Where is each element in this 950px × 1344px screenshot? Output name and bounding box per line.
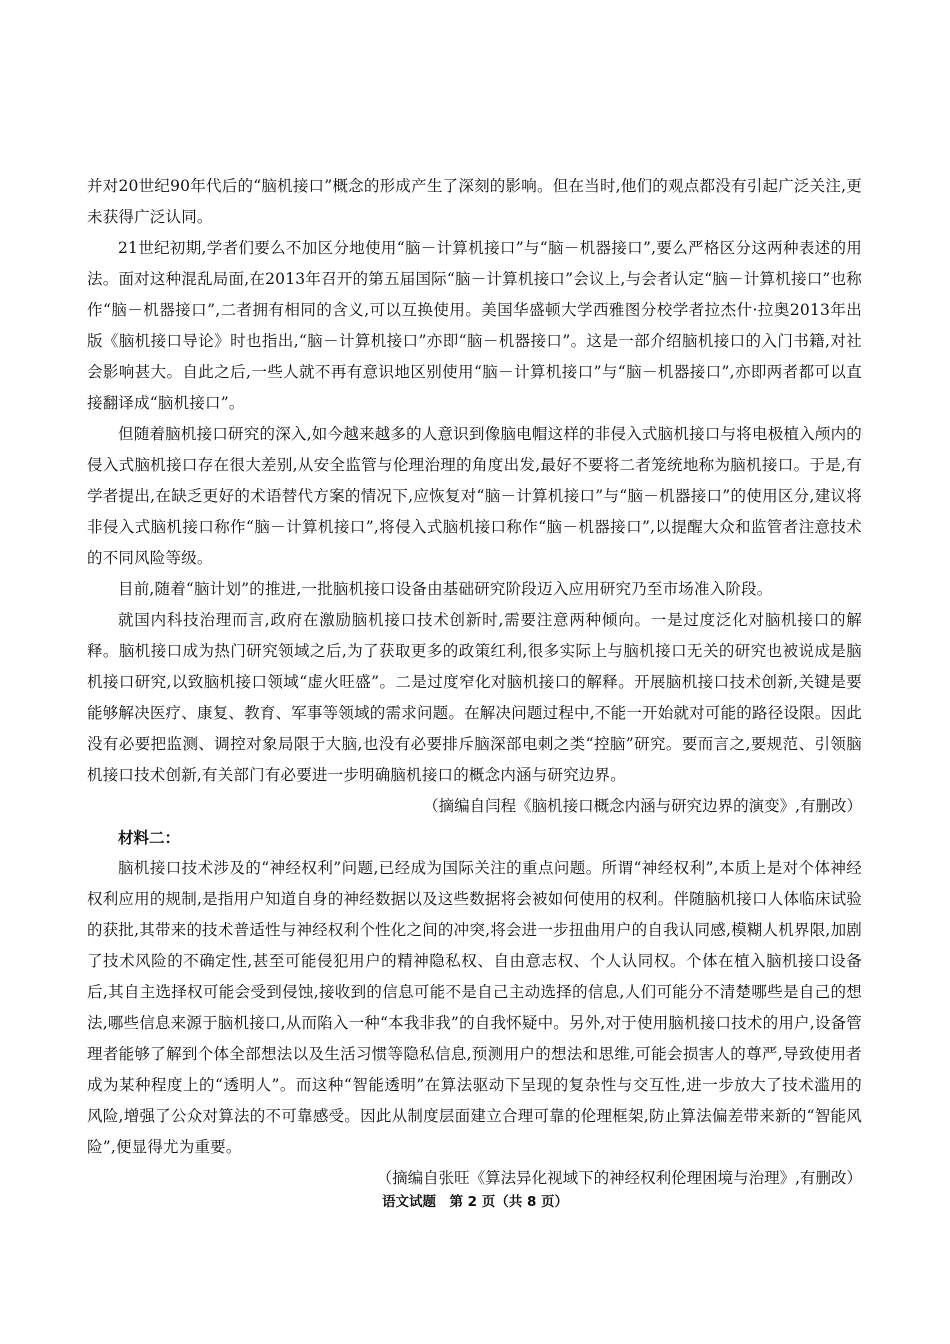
- document-body: [87, 171, 862, 1194]
- paragraph-neuro-rights: 脑机接口技术涉及的“神经权利”问题,已经成为国际关注的重点问题。所谓“神经权利”,本质上是对个体神经权利应用的规制,是指用户知道自身的神经数据以及这些数据将会被如何使用的权利。伴随脑机接口人体临床试验的获批,其带来的技术普适性与神经权利个性化之间的冲突,将会进一步扭曲用户的自我认同感,模糊人机界限,加剧了技术风险的不确定性,甚至可能侵犯用户的精神隐私权、自由意志权、个人认同权。个体在植入脑机接口设备后,其自主选择权可能会受到侵蚀,接收到的信息可能不是自己主动选择的信息,人们可能分不清楚哪些是自己的想法,哪些信息来源于脑机接口,从而陷入一种“本我非我”的自我怀疑中。另外,对于使用脑机接口技术的用户,设备管理者能够了解到个体全部想法以及生活习惯等隐私信息,预测用户的想法和思维,可能会损害人的尊严,导致使用者成为某种程度上的“透明人”。而这种“智能透明”在算法驱动下呈现的复杂性与交互性,进一步放大了技术滥用的风险,增强了公众对算法的不可靠感受。因此从制度层面建立合理可靠的伦理框架,防止算法偏差带来新的“智能风险”,便显得尤为重要。: [87, 859, 862, 1156]
- source-citation-2: （摘编自张旺《算法异化视域下的神经权利伦理困境与治理》,有删改）: [376, 1169, 862, 1187]
- material-2-heading: 材料二：: [118, 828, 181, 847]
- paragraph-continued: 并对20世纪90年代后的“脑机接口”概念的形成产生了深刻的影响。但在当时,他们的观点都没有引起广泛关注,更未获得广泛认同。: [87, 177, 862, 226]
- page-footer: 语文试题 第 2 页（共 8 页）: [381, 1194, 569, 1210]
- paragraph-governance: 就国内科技治理而言,政府在激励脑机接口技术创新时,需要注意两种倾向。一是过度泛化对脑机接口的解释。脑机接口成为热门研究领域之后,为了获取更多的政策红利,很多实际上与脑机接口无关的研究也被说成是脑机接口研究,以致脑机接口领域“虚火旺盛”。二是过度窄化对脑机接口的解释。开展脑机接口技术创新,关键是要能够解决医疗、康复、教育、军事等领域的需求问题。在解决问题过程中,不能一开始就对可能的路径设限。因此没有必要把监测、调控对象局限于大脑,也没有必要排斥脑深部电刺之类“控脑”研究。要而言之,要规范、引领脑机接口技术创新,有关部门有必要进一步明确脑机接口的概念内涵与研究边界。: [87, 611, 862, 784]
- source-citation-1: （摘编自闫程《脑机接口概念内涵与研究边界的演变》,有删改）: [423, 797, 862, 815]
- paragraph-invasive-distinction: 但随着脑机接口研究的深入,如今越来越多的人意识到像脑电帽这样的非侵入式脑机接口与将电极植入颅内的侵入式脑机接口存在很大差别,从安全监管与伦理治理的角度出发,最好不要将二者笼统地称为脑机接口。于是,有学者提出,在缺乏更好的术语替代方案的情况下,应恢复对“脑－计算机接口”与“脑－机器接口”的使用区分,建议将非侵入式脑机接口称作“脑－计算机接口”,将侵入式脑机接口称作“脑－机器接口”,以提醒大众和监管者注意技术的不同风险等级。: [87, 425, 862, 567]
- paragraph-brain-plan: 目前,随着“脑计划”的推进,一批脑机接口设备由基础研究阶段迈入应用研究乃至市场准入阶段。: [118, 580, 773, 598]
- paragraph-terms-history: 21世纪初期,学者们要么不加区分地使用“脑－计算机接口”与“脑－机器接口”,要么严格区分这两种表述的用法。面对这种混乱局面,在2013年召开的第五届国际“脑－计算机接口”会议上,与会者认定“脑－计算机接口”也称作“脑－机器接口”,二者拥有相同的含义,可以互换使用。美国华盛顿大学西雅图分校学者拉杰什·拉奥2013年出版《脑机接口导论》时也指出,“脑－计算机接口”亦即“脑－机器接口”。这是一部介绍脑机接口的入门书籍,对社会影响甚大。自此之后,一些人就不再有意识地区别使用“脑－计算机接口”与“脑－机器接口”,亦即两者都可以直接翻译成“脑机接口”。: [87, 239, 862, 412]
